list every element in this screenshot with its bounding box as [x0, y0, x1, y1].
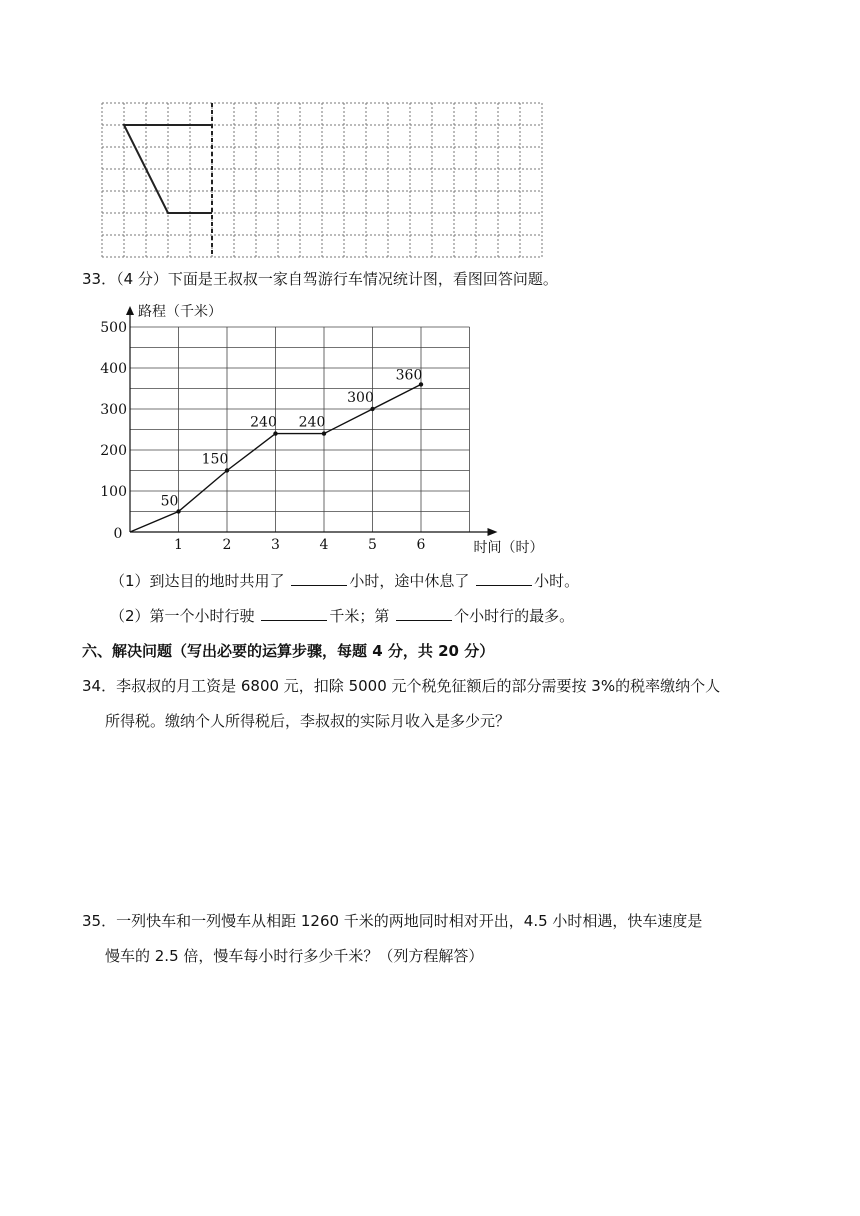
question-35-line2: 慢车的 2.5 倍，慢车每小时行多少千米？（列方程解答）	[105, 947, 484, 965]
section-6-title: 六、解决问题（写出必要的运算步骤，每题 4 分，共 20 分）	[82, 642, 495, 660]
sub2-text-a: （2）第一个小时行驶	[110, 607, 255, 625]
x-tick-label: 6	[416, 537, 426, 553]
sub1-text-b: 小时，途中休息了	[349, 572, 470, 590]
x-axis-label: 时间（时）	[473, 540, 544, 556]
answer-blank-rest-hours[interactable]	[476, 571, 532, 586]
data-label: 360	[395, 367, 423, 384]
sub1-text-c: 小时。	[534, 572, 580, 590]
x-tick-label: 2	[222, 537, 232, 553]
origin-label: 0	[113, 526, 123, 542]
question-34-line1: 34．李叔叔的月工资是 6800 元，扣除 5000 元个税免征额后的部分需要按 3%的税率缴纳个人	[82, 677, 721, 695]
y-tick-label: 300	[100, 402, 127, 418]
answer-blank-fastest-hour[interactable]	[396, 606, 452, 621]
x-axis-arrow	[488, 528, 498, 536]
x-tick-label: 1	[174, 537, 183, 553]
y-axis-arrow	[126, 306, 134, 315]
data-point	[176, 509, 180, 513]
distance-time-chart	[100, 300, 544, 558]
question-33-number: 33．	[82, 270, 117, 288]
x-tick-label: 4	[319, 537, 329, 553]
x-tick-label: 3	[271, 537, 280, 553]
question-33-sub1	[110, 571, 579, 591]
question-33-sub2	[110, 606, 574, 626]
data-point	[225, 468, 229, 472]
question-33-stem	[82, 269, 558, 289]
data-label: 240	[298, 414, 326, 431]
answer-blank-first-hour-km[interactable]	[261, 606, 327, 621]
data-label: 300	[347, 390, 374, 406]
grid-figure	[100, 102, 548, 260]
data-point	[370, 407, 374, 411]
question-33-text: （4 分）下面是王叔叔一家自驾游行车情况统计图，看图回答问题。	[116, 270, 558, 288]
data-label: 150	[201, 451, 229, 468]
x-tick-label: 5	[368, 537, 377, 553]
y-tick-label: 200	[100, 443, 127, 459]
data-point	[273, 431, 277, 435]
data-label: 50	[160, 493, 179, 510]
y-tick-label: 100	[100, 484, 127, 500]
sub2-text-c: 个小时行的最多。	[454, 607, 575, 625]
data-label: 240	[250, 414, 277, 431]
question-35-line1: 35．一列快车和一列慢车从相距 1260 千米的两地同时相对开出，4.5 小时相遇，快车速度是	[82, 912, 703, 930]
sub2-text-b: 千米；第	[329, 607, 390, 625]
y-axis-label: 路程（千米）	[138, 304, 222, 320]
answer-blank-total-hours[interactable]	[291, 571, 347, 586]
data-point	[322, 431, 326, 435]
question-34-line2: 所得税。缴纳个人所得税后，李叔叔的实际月收入是多少元？	[105, 712, 511, 730]
y-tick-label: 400	[100, 361, 127, 377]
y-tick-label: 500	[100, 320, 127, 336]
sub1-text-a: （1）到达目的地时共用了	[110, 572, 285, 590]
